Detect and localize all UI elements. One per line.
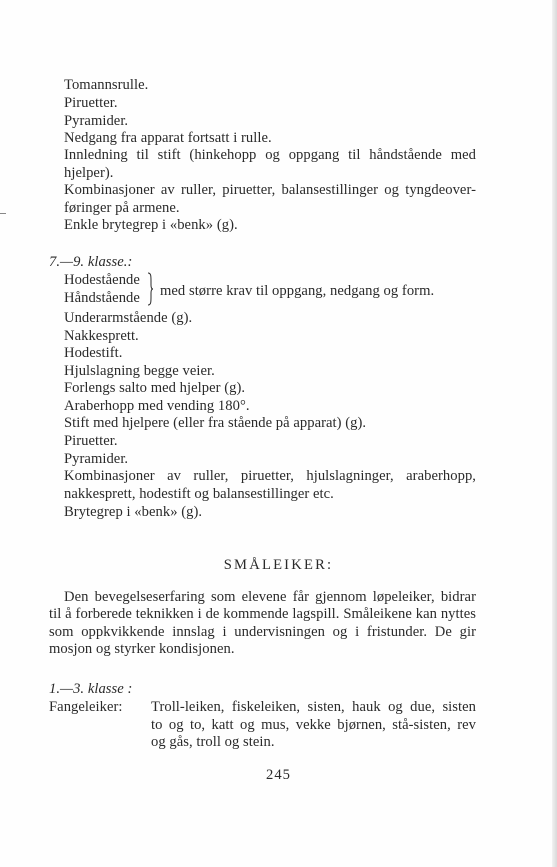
fangeleiker-line: to og to, katt og mus, vekke bjørnen, stå-sisten, rev	[151, 717, 476, 733]
text-line: Hodestift.	[64, 345, 123, 361]
section-heading: SMÅLEIKER:	[223, 557, 334, 573]
text-line: Innledning til stift (hinkehopp og oppgang til håndstående med	[64, 147, 476, 163]
page-edge-shadow	[552, 0, 557, 867]
text-line: Forlengs salto med hjelper (g).	[64, 380, 246, 396]
text-line: nakkesprett, hodestift og balansestillinger etc.	[64, 486, 334, 502]
fangeleiker-line: og gås, troll og stein.	[151, 734, 275, 750]
text-line: Pyramider.	[64, 113, 129, 129]
text-line: Nedgang fra apparat fortsatt i rulle.	[64, 130, 272, 146]
page-number: 245	[266, 767, 291, 783]
brace-text: med større krav til oppgang, nedgang og form.	[160, 283, 435, 299]
text-line: Kombinasjoner av ruller, piruetter, hjulslagninger, araberhopp,	[64, 468, 476, 484]
text-line: Piruetter.	[64, 95, 118, 111]
class-label: 1.—3. klasse :	[49, 681, 133, 697]
paragraph-line: Den bevegelseserfaring som elevene får gjennom løpeleiker, bidrar	[64, 589, 476, 605]
text-line: hjelper).	[64, 165, 114, 181]
text-line: Underarmstående (g).	[64, 310, 193, 326]
text-line: Enkle brytegrep i «benk» (g).	[64, 217, 238, 233]
text-line: Kombinasjoner av ruller, piruetter, balansestillinger og tyngdeover-	[64, 182, 476, 198]
brace-item: Hodestående	[64, 272, 140, 288]
brace-item: Håndstående	[64, 290, 140, 306]
margin-mark	[0, 213, 6, 214]
fangeleiker-label: Fangeleiker:	[49, 699, 123, 715]
paragraph-line: til å forberede teknikken i de kommende lagspill. Småleikene kan nyttes	[49, 606, 476, 622]
text-line: Pyramider.	[64, 451, 129, 467]
text-line: Piruetter.	[64, 433, 118, 449]
paragraph-line: mosjon og styrker kondisjonen.	[49, 641, 235, 657]
text-line: Hjulslagning begge veier.	[64, 363, 215, 379]
text-line: føringer på armene.	[64, 200, 180, 216]
text-line: Brytegrep i «benk» (g).	[64, 504, 203, 520]
right-brace-icon	[147, 272, 153, 306]
text-line: Stift med hjelpere (eller fra stående på apparat) (g).	[64, 415, 367, 431]
text-line: Tomannsrulle.	[64, 77, 149, 93]
class-label: 7.—9. klasse.:	[49, 254, 133, 270]
text-line: Araberhopp med vending 180°.	[64, 398, 250, 414]
paragraph-line: som oppkvikkende innslag i undervisningen og i fristunder. De gir	[49, 624, 476, 640]
fangeleiker-line: Troll-leiken, fiskeleiken, sisten, hauk og due, sisten	[151, 699, 476, 715]
text-line: Nakkesprett.	[64, 328, 139, 344]
